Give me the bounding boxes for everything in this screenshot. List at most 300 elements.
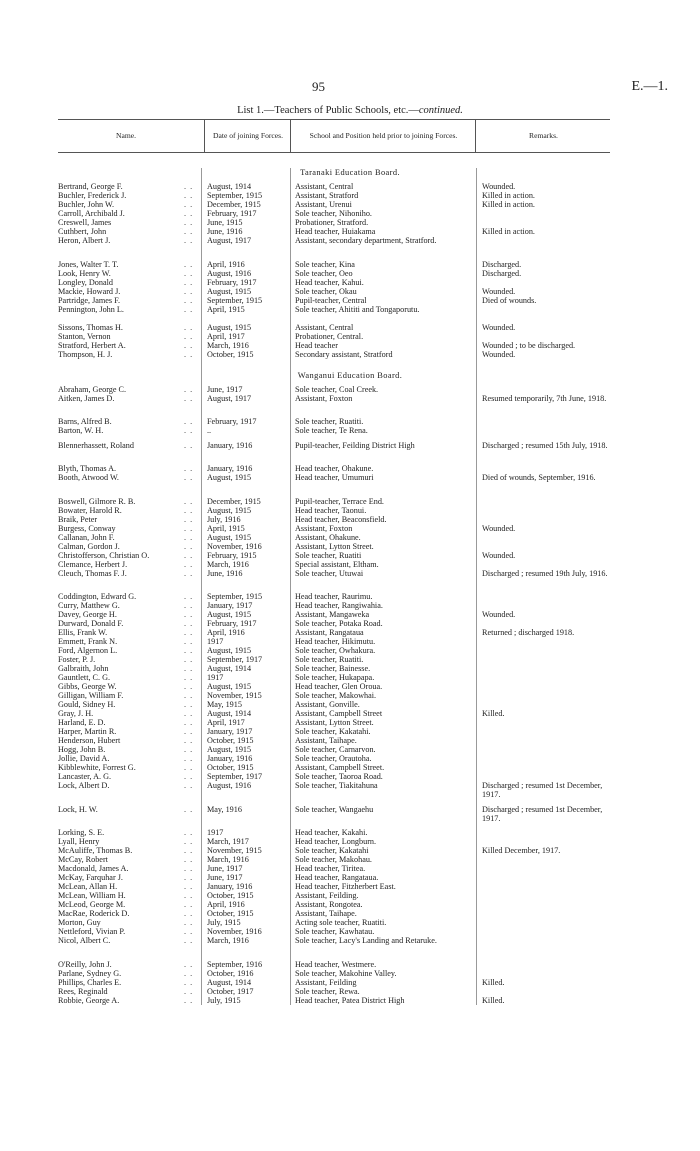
join-date: August, 1915 (207, 532, 252, 542)
school-position: Assistant, Mangaweka (295, 610, 370, 619)
join-date: December, 1915 (207, 496, 261, 506)
join-date: August, 1915 (207, 322, 252, 332)
remarks: Discharged ; resumed 1st December, 1917. (482, 804, 603, 823)
teacher-name: Gray, J. H. (58, 709, 94, 718)
join-date: February, 1917 (207, 209, 257, 218)
teacher-name: Callanan, John F. (58, 532, 115, 542)
school-position: Sole teacher, Ruatiti (295, 550, 362, 560)
leader-dots: . . (184, 772, 194, 781)
teacher-name: Stanton, Vernon (58, 331, 111, 341)
leader-dots: . . (184, 426, 194, 435)
teacher-name: Christofferson, Christian O. (58, 550, 150, 560)
teacher-name: Buchler, Frederick J. (58, 191, 127, 200)
join-date: October, 1917 (207, 986, 254, 996)
teacher-name: Blyth, Thomas A. (58, 464, 117, 473)
leader-dots: . . (184, 804, 194, 814)
school-position: Sole teacher, Taoroa Road. (295, 772, 383, 781)
teacher-name: Lancaster, A. G. (58, 772, 112, 781)
teacher-name: Curry, Matthew G. (58, 601, 120, 610)
join-date: October, 1915 (207, 349, 254, 359)
school-position: Head teacher, Beaconsfield. (295, 514, 387, 524)
school-position: Pupil-teacher, Terrace End. (295, 496, 384, 506)
join-date: October, 1916 (207, 968, 254, 978)
column-rule (201, 168, 202, 1005)
leader-dots: . . (184, 295, 194, 305)
column-header-remarks: Remarks. (475, 120, 611, 152)
leader-dots: . . (184, 505, 194, 515)
school-position: Sole teacher, Makohine Valley. (295, 968, 397, 978)
join-date: August, 1915 (207, 682, 252, 691)
teacher-name: McLean, William H. (58, 891, 126, 900)
page-title (0, 105, 700, 116)
join-date: January, 1916 (207, 464, 253, 473)
leader-dots: . . (184, 559, 194, 569)
school-position: Sole teacher, Orautoha. (295, 754, 372, 763)
teacher-name: Macdonald, James A. (58, 864, 129, 873)
school-position: Sole teacher, Carnarvon. (295, 745, 376, 754)
remarks: Wounded. (482, 182, 516, 191)
teacher-name: Boswell, Gilmore R. B. (58, 496, 136, 506)
school-position: Sole teacher, Kakatahi (295, 846, 369, 855)
title-main: List 1.—Teachers of Public Schools, etc.— (237, 105, 419, 116)
school-position: Assistant, Rangataua (295, 628, 364, 637)
remarks: Killed in action. (482, 191, 535, 200)
join-date: April, 1917 (207, 718, 245, 727)
join-date: April, 1915 (207, 304, 245, 314)
leader-dots: . . (184, 218, 194, 227)
remarks: Discharged ; resumed 15th July, 1918. (482, 440, 608, 450)
leader-dots: . . (184, 864, 194, 873)
teacher-name: Clemance, Herbert J. (58, 559, 128, 569)
teacher-name: Cleuch, Thomas F. J. (58, 568, 127, 578)
join-date: October, 1915 (207, 736, 254, 745)
leader-dots: . . (184, 601, 194, 610)
join-date: May, 1916 (207, 804, 242, 814)
school-position: Head teacher, Taonui. (295, 505, 367, 515)
join-date: April, 1917 (207, 331, 245, 341)
leader-dots: . . (184, 718, 194, 727)
remarks: Killed. (482, 977, 505, 987)
join-date: August, 1914 (207, 709, 252, 718)
teacher-name: Kibblewhite, Forrest G. (58, 763, 136, 772)
join-date: April, 1916 (207, 628, 245, 637)
leader-dots: . . (184, 236, 194, 245)
leader-dots: . . (184, 277, 194, 287)
remarks: Died of wounds, September, 1916. (482, 473, 596, 482)
school-position: Head teacher, Longburn. (295, 837, 377, 846)
leader-dots: . . (184, 673, 194, 682)
teacher-name: Cuthbert, John (58, 227, 107, 236)
school-position: Head teacher, Fitzherbert East. (295, 882, 396, 891)
teacher-name: Davey, George H. (58, 610, 117, 619)
column-header-name: Name. (115, 131, 137, 141)
teacher-name: Hogg, John B. (58, 745, 106, 754)
teacher-name: Parlane, Sydney G. (58, 968, 122, 978)
teacher-name: Gould, Sidney H. (58, 700, 116, 709)
join-date: June, 1917 (207, 864, 243, 873)
leader-dots: . . (184, 977, 194, 987)
school-position: Secondary assistant, Stratford (295, 349, 393, 359)
school-position: Head teacher (295, 340, 338, 350)
join-date: February, 1915 (207, 550, 257, 560)
join-date: June, 1917 (207, 384, 243, 394)
school-position: Pupil-teacher, Feilding District High (295, 440, 415, 450)
leader-dots: . . (184, 781, 194, 790)
remarks: Wounded. (482, 523, 516, 533)
teacher-name: Coddington, Edward G. (58, 592, 137, 601)
teacher-name: Galbraith, John (58, 664, 109, 673)
join-date: March, 1916 (207, 936, 249, 945)
school-position: Sole teacher, Makohau. (295, 855, 372, 864)
school-position: Assistant, Taihape. (295, 909, 357, 918)
join-date: May, 1915 (207, 700, 242, 709)
page-number: 95 (312, 79, 325, 94)
school-position: Pupil-teacher, Central (295, 295, 367, 305)
leader-dots: . . (184, 959, 194, 969)
teacher-name: Longley, Donald (58, 277, 113, 287)
join-date: 1917 (207, 637, 224, 646)
school-position: Head teacher, Westmere. (295, 959, 377, 969)
teacher-name: Stratford, Herbert A. (58, 340, 126, 350)
school-position: Special assistant, Eltham. (295, 559, 379, 569)
join-date: August, 1915 (207, 286, 252, 296)
document-reference: E.—1. (631, 79, 668, 94)
join-date: October, 1915 (207, 763, 254, 772)
remarks: Killed. (482, 995, 505, 1005)
teacher-name: Abraham, George C. (58, 384, 127, 394)
teacher-name: Calman, Gordon J. (58, 541, 120, 551)
teacher-name: O'Reilly, John J. (58, 959, 112, 969)
teacher-name: Blennerhassett, Roland (58, 440, 134, 450)
leader-dots: . . (184, 882, 194, 891)
teacher-name: Phillips, Charles E. (58, 977, 122, 987)
leader-dots: . . (184, 968, 194, 978)
teacher-name: McCay, Robert (58, 855, 108, 864)
remarks: Died of wounds. (482, 295, 537, 305)
board-heading: Taranaki Education Board. (300, 168, 400, 177)
leader-dots: . . (184, 700, 194, 709)
leader-dots: . . (184, 936, 194, 945)
join-date: January, 1916 (207, 754, 253, 763)
teacher-name: Jones, Walter T. T. (58, 259, 119, 269)
leader-dots: . . (184, 763, 194, 772)
school-position: Sole teacher, Ruatiti. (295, 655, 364, 664)
join-date: March, 1916 (207, 855, 249, 864)
join-date: August, 1915 (207, 646, 252, 655)
school-position: Sole teacher, Owhakura. (295, 646, 376, 655)
school-position: Assistant, Rongotea. (295, 900, 363, 909)
join-date: November, 1915 (207, 846, 262, 855)
school-position: Probationer, Stratford. (295, 218, 369, 227)
leader-dots: . . (184, 745, 194, 754)
remarks: Killed in action. (482, 227, 535, 236)
join-date: September, 1917 (207, 772, 263, 781)
school-position: Sole teacher, Ruatiti. (295, 417, 364, 426)
leader-dots: . . (184, 440, 194, 450)
join-date: January, 1916 (207, 882, 253, 891)
leader-dots: . . (184, 736, 194, 745)
join-date: August, 1916 (207, 268, 252, 278)
leader-dots: . . (184, 754, 194, 763)
join-date: November, 1916 (207, 927, 262, 936)
leader-dots: . . (184, 191, 194, 200)
teacher-name: MacRae, Roderick D. (58, 909, 130, 918)
school-position: Head teacher, Rangiwahia. (295, 601, 383, 610)
teacher-name: Carroll, Archibald J. (58, 209, 125, 218)
school-position: Probationer, Central. (295, 331, 364, 341)
leader-dots: . . (184, 568, 194, 578)
leader-dots: . . (184, 709, 194, 718)
remarks: Wounded. (482, 322, 516, 332)
school-position: Assistant, Foxton (295, 523, 353, 533)
leader-dots: . . (184, 918, 194, 927)
remarks: Resumed temporarily, 7th June, 1918. (482, 393, 607, 403)
remarks: Discharged ; resumed 1st December, 1917. (482, 781, 603, 799)
school-position: Sole teacher, Hukapapa. (295, 673, 375, 682)
school-position: Head teacher, Umumuri (295, 473, 374, 482)
leader-dots: . . (184, 331, 194, 341)
join-date: April, 1916 (207, 900, 245, 909)
join-date: September, 1915 (207, 295, 263, 305)
school-position: Head teacher, Rangataua. (295, 873, 379, 882)
teacher-name: Lock, H. W. (58, 804, 98, 814)
teacher-name: Mackie, Howard J. (58, 286, 121, 296)
leader-dots: . . (184, 610, 194, 619)
teacher-name: Heron, Albert J. (58, 236, 111, 245)
join-date: August, 1914 (207, 977, 252, 987)
board-heading: Wanganui Education Board. (297, 370, 403, 380)
school-position: Head teacher, Kahui. (295, 277, 364, 287)
join-date: January, 1917 (207, 727, 253, 736)
join-date: February, 1917 (207, 417, 257, 426)
teacher-name: Durward, Donald F. (58, 619, 124, 628)
school-position: Sole teacher, Wangaehu (295, 804, 374, 814)
leader-dots: . . (184, 682, 194, 691)
remarks: Wounded ; to be discharged. (482, 340, 576, 350)
join-date: June, 1916 (207, 227, 243, 236)
teacher-name: Look, Henry W. (58, 268, 111, 278)
school-position: Assistant, secondary department, Stratford. (295, 236, 437, 245)
column-rule (476, 168, 477, 1005)
leader-dots: . . (184, 986, 194, 996)
leader-dots: . . (184, 541, 194, 551)
teacher-name: Partridge, James F. (58, 295, 121, 305)
school-position: Assistant, Ohakune. (295, 532, 361, 542)
leader-dots: . . (184, 268, 194, 278)
school-position: Assistant, Campbell Street (295, 709, 383, 718)
join-date: July, 1916 (207, 514, 241, 524)
school-position: Sole teacher, Kina (295, 259, 355, 269)
teacher-name: McLeod, George M. (58, 900, 126, 909)
teacher-name: Ellis, Frank W. (58, 628, 108, 637)
teacher-name: Gilligan, William F. (58, 691, 124, 700)
school-position: Head teacher, Huiakama (295, 227, 376, 236)
leader-dots: . . (184, 646, 194, 655)
leader-dots: . . (184, 514, 194, 524)
remarks: Killed in action. (482, 200, 535, 209)
school-position: Assistant, Taihape. (295, 736, 357, 745)
teacher-name: McKay, Farquhar J. (58, 873, 123, 882)
teacher-name: Barns, Alfred B. (58, 417, 112, 426)
remarks: Wounded. (482, 610, 516, 619)
teacher-name: Harland, E. D. (58, 718, 106, 727)
teacher-name: Buchler, John W. (58, 200, 115, 209)
school-position: Assistant, Stratford (295, 191, 359, 200)
join-date: February, 1917 (207, 619, 257, 628)
join-date: August, 1917 (207, 236, 252, 245)
leader-dots: . . (184, 619, 194, 628)
join-date: September, 1917 (207, 655, 263, 664)
leader-dots: . . (184, 496, 194, 506)
school-position: Sole teacher, Te Rena. (295, 426, 368, 435)
join-date: February, 1917 (207, 277, 257, 287)
join-date: July, 1915 (207, 995, 241, 1005)
school-position: Assistant, Campbell Street. (295, 763, 385, 772)
school-position: Sole teacher, Kawhatau. (295, 927, 375, 936)
teacher-name: Lorking, S. E. (58, 828, 105, 837)
leader-dots: . . (184, 655, 194, 664)
leader-dots: . . (184, 637, 194, 646)
school-position: Head teacher, Patea District High (295, 995, 405, 1005)
leader-dots: . . (184, 304, 194, 314)
school-position: Assistant, Lytton Street. (295, 541, 374, 551)
leader-dots: . . (184, 873, 194, 882)
join-date: April, 1916 (207, 259, 245, 269)
teacher-name: Burgess, Conway (58, 523, 116, 533)
school-position: Head teacher, Raurimu. (295, 592, 373, 601)
leader-dots: . . (184, 727, 194, 736)
school-position: Sole teacher, Coal Creek. (295, 384, 379, 394)
leader-dots: . . (184, 891, 194, 900)
leader-dots: . . (184, 464, 194, 473)
teacher-name: Booth, Atwood W. (58, 473, 119, 482)
school-position: Head teacher, Ohakune. (295, 464, 374, 473)
school-position: Head teacher, Glen Oroua. (295, 682, 383, 691)
remarks: Discharged. (482, 259, 522, 269)
leader-dots: . . (184, 286, 194, 296)
leader-dots: . . (184, 837, 194, 846)
join-date: June, 1916 (207, 568, 243, 578)
teacher-name: Emmett, Frank N. (58, 637, 118, 646)
school-position: Acting sole teacher, Ruatiti. (295, 918, 387, 927)
leader-dots: . . (184, 259, 194, 269)
join-date: July, 1915 (207, 918, 241, 927)
teacher-name: Nettleford, Vivian P. (58, 927, 126, 936)
join-date: November, 1915 (207, 691, 262, 700)
join-date: April, 1915 (207, 523, 245, 533)
school-position: Sole teacher, Okau (295, 286, 357, 296)
remarks: Discharged ; resumed 19th July, 1916. (482, 568, 608, 578)
leader-dots: . . (184, 182, 194, 191)
school-position: Assistant, Feilding (295, 977, 357, 987)
teacher-name: Gibbs, George W. (58, 682, 117, 691)
join-date: September, 1915 (207, 592, 263, 601)
leader-dots: . . (184, 900, 194, 909)
school-position: Assistant, Gonville. (295, 700, 360, 709)
teacher-name: Braik, Peter (58, 514, 98, 524)
teacher-name: Aitken, James D. (58, 393, 115, 403)
remarks: Returned ; discharged 1918. (482, 628, 575, 637)
teacher-name: Lock, Albert D. (58, 781, 110, 790)
school-position: Head teacher, Hikimutu. (295, 637, 376, 646)
remarks: Wounded. (482, 349, 516, 359)
join-date: August, 1914 (207, 182, 252, 191)
teacher-name: Sissons, Thomas H. (58, 322, 123, 332)
column-headers (58, 119, 610, 153)
school-position: Sole teacher, Bainesse. (295, 664, 371, 673)
join-date: June, 1915 (207, 218, 243, 227)
leader-dots: . . (184, 550, 194, 560)
leader-dots: . . (184, 340, 194, 350)
leader-dots: . . (184, 384, 194, 394)
leader-dots: . . (184, 417, 194, 426)
leader-dots: . . (184, 349, 194, 359)
teacher-name: Ford, Algernon L. (58, 646, 118, 655)
teacher-name: Thompson, H. J. (58, 349, 113, 359)
leader-dots: . . (184, 628, 194, 637)
leader-dots: . . (184, 927, 194, 936)
join-date: October, 1915 (207, 891, 254, 900)
leader-dots: . . (184, 200, 194, 209)
remarks: Discharged. (482, 268, 522, 278)
teacher-name: Harper, Martin R. (58, 727, 117, 736)
join-date: March, 1917 (207, 837, 249, 846)
school-position: Sole teacher, Makowhai. (295, 691, 377, 700)
teacher-name: Pennington, John L. (58, 304, 124, 314)
leader-dots: . . (184, 322, 194, 332)
leader-dots: . . (184, 393, 194, 403)
teacher-name: Bowater, Harold R. (58, 505, 122, 515)
school-position: Sole teacher, Nihoniho. (295, 209, 372, 218)
join-date: September, 1915 (207, 191, 263, 200)
school-position: Sole teacher, Utuwai (295, 568, 364, 578)
leader-dots: . . (184, 855, 194, 864)
leader-dots: . . (184, 209, 194, 218)
school-position: Head teacher, Tiritea. (295, 864, 366, 873)
join-date: August, 1915 (207, 505, 252, 515)
join-date: September, 1916 (207, 959, 263, 969)
school-position: Assistant, Lytton Street. (295, 718, 374, 727)
teacher-name: Creswell, James (58, 218, 112, 227)
join-date: January, 1917 (207, 601, 253, 610)
join-date: August, 1914 (207, 664, 252, 673)
school-position: Head teacher, Kakahi. (295, 828, 368, 837)
school-position: Sole teacher, Kakatahi. (295, 727, 371, 736)
join-date: June, 1917 (207, 873, 243, 882)
teacher-name: Morton, Guy (58, 918, 101, 927)
leader-dots: . . (184, 828, 194, 837)
column-rule (290, 168, 291, 1005)
school-position: Assistant, Urenui (295, 200, 352, 209)
school-position: Sole teacher, Lacy's Landing and Retaruke. (295, 936, 437, 945)
teacher-name: Rees, Reginald (58, 986, 108, 996)
teacher-name: Barton, W. H. (58, 426, 104, 435)
join-date: August, 1917 (207, 393, 252, 403)
join-date: August, 1915 (207, 745, 252, 754)
remarks: Wounded. (482, 286, 516, 296)
join-date: August, 1915 (207, 610, 252, 619)
join-date: August, 1916 (207, 781, 252, 790)
teacher-name: McLean, Allan H. (58, 882, 118, 891)
leader-dots: . . (184, 592, 194, 601)
teacher-name: Henderson, Hubert (58, 736, 121, 745)
leader-dots: . . (184, 846, 194, 855)
join-date: .. (207, 426, 212, 435)
join-date: December, 1915 (207, 200, 261, 209)
remarks: Killed. (482, 709, 505, 718)
school-position: Sole teacher, Potaka Road. (295, 619, 383, 628)
remarks: Wounded. (482, 550, 516, 560)
